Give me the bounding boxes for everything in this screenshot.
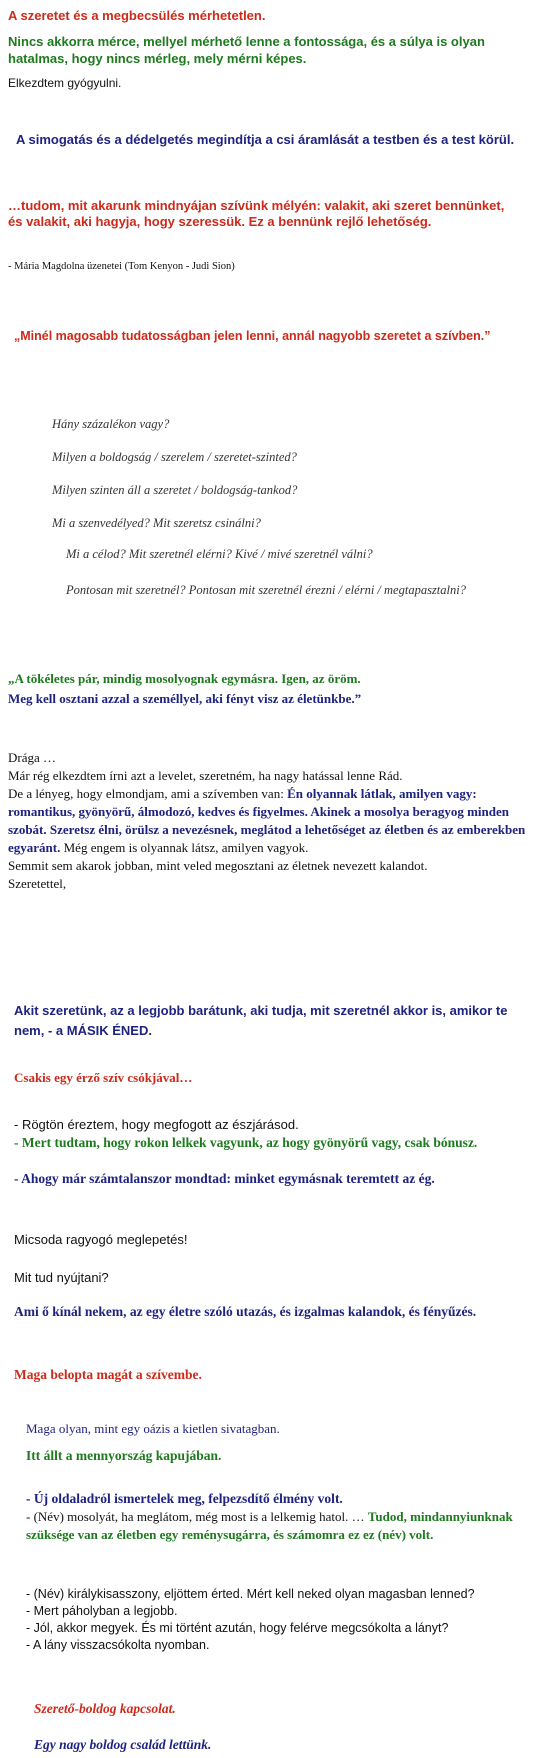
text-felt-immediately: - Rögtön éreztem, hogy megfogott az észjárásod. [14,1117,299,1132]
quote-caress-chi: A simogatás és a dédelgetés megindítja a csi áramlását a testben és a test körül. [16,132,515,147]
letter-closing: Szeretettel, [8,876,67,891]
letter-lead: De a lényeg, hogy elmondjam, ami a szívemben van: [8,786,288,801]
question-passion: Mi a szenvedélyed? Mit szeretsz csinálni? [52,516,261,530]
quote-made-for-each-other: - Ahogy már számtalanszor mondtad: minket egymásnak teremtett az ég. [14,1171,435,1186]
quote-stole-my-heart: Maga belopta magát a szívembe. [14,1367,202,1382]
quote-happy-family: Egy nagy boldog család lettünk. [34,1737,212,1752]
quote-loving-relationship: Szerető-boldog kapcsolat. [34,1701,176,1716]
quote-feeling-heart-kiss: Csakis egy érző szív csókjával… [14,1070,193,1085]
question-goal: Mi a célod? Mit szeretnél elérni? Kivé / mivé szeretnél válni? [66,547,373,561]
text-smile-touches [26,1508,516,1544]
text-began-healing: Elkezdtem gyógyulni. [8,76,122,90]
text-oasis: Maga olyan, mint egy oázis a kietlen sivatagban. [26,1421,280,1436]
letter-greeting: Drága … [8,750,57,765]
text-what-can-offer: Mit tud nyújtani? [14,1270,109,1285]
quote-lifelong-journey: Ami ő kínál nekem, az egy életre szóló utazás, és izgalmas kalandok, és fényűzés. [14,1304,477,1319]
question-percentage: Hány százalékon vagy? [52,417,170,431]
letter-body [8,785,528,857]
love-letter [8,749,528,893]
quote-other-self: Akit szeretünk, az a legjobb barátunk, aki tudja, mit szeretnél akkor is, amikor te nem, - a MÁSIK ÉNED. [14,1003,508,1038]
text-surprise: Micsoda ragyogó meglepetés! [14,1232,188,1247]
question-exactly-what: Pontosan mit szeretnél? Pontosan mit szeretnél érezni / elérni / megtapasztalni? [66,583,466,597]
letter-after: Még engem is olyannak látsz, amilyen vagyok. [60,840,309,855]
quote-source: - Mária Magdolna üzenetei (Tom Kenyon - Judi Sion) [8,261,235,272]
quote-no-measure: Nincs akkorra mérce, mellyel mérhető lenne a fontossága, és a súlya is olyan hatalmas, hogy nincs mérleg, mely mérni képes. [8,34,485,66]
quote-higher-consciousness: „Minél magosabb tudatosságban jelen lenni, annál nagyobb szeretet a szívben.” [14,329,491,343]
dialogue-line-3: - Jól, akkor megyek. És mi történt azután, hogy felérve megcsókolta a lányt? [26,1621,449,1635]
quote-new-side: - Új oldaladról ismertelek meg, felpezsdítő élmény volt. [26,1491,343,1506]
dialogue-princess [26,1586,516,1654]
letter-line-3: Semmit sem akarok jobban, mint veled megosztani az életnek nevezett kalandot. [8,858,428,873]
letter-line-1: Már rég elkezdtem írni azt a levelet, szeretném, ha nagy hatással lenne Rád. [8,768,403,783]
quote-share-light: Meg kell osztani azzal a személlyel, aki fényt visz az életünkbe.” [8,691,362,706]
dialogue-line-4: - A lány visszacsókolta nyomban. [26,1638,210,1652]
quote-ray-of-hope: Tudod, mindannyiunknak szüksége van az életben egy reménysugárra, és számomra ez ez (név) volt. [26,1509,513,1542]
dialogue-line-2: - Mert páholyban a legjobb. [26,1604,178,1618]
quote-mary-magdalene: …tudom, mit akarunk mindnyájan szívünk mélyén: valakit, aki szeret bennünket, és valakit, aki hagyja, hogy szeressük. Ez a bennünk rejlő lehetőség. [8,198,505,229]
question-happiness-level: Milyen a boldogság / szerelem / szeretet-szinted? [52,450,297,464]
letter-bold: Én olyannak látlak, amilyen vagy: romantikus, gyönyörű, álmodozó, kedves és figyelmes. Akinek a mosolya beragyog minden szobát. Szeretsz élni, örülsz a nevezésnek, meglátod a lehetőséget az életben és az emberekben egyaránt. [8,786,526,855]
heading-love-immeasurable: A szeretet és a megbecsülés mérhetetlen. [8,8,266,23]
quote-kindred-souls: - Mert tudtam, hogy rokon lelkek vagyunk, az hogy gyönyörű vagy, csak bónusz. [14,1135,478,1150]
question-love-tank: Milyen szinten áll a szeretet / boldogság-tankod? [52,483,298,497]
quote-perfect-couple: „A tökéletes pár, mindig mosolyognak egymásra. Igen, az öröm. [8,671,361,686]
dialogue-line-1: - (Név) királykisasszony, eljöttem érted. Mért kell neked olyan magasban lenned? [26,1587,475,1601]
text-smile-plain: - (Név) mosolyát, ha meglátom, még most is a lelkemig hatol. … [26,1509,368,1524]
quote-heaven-gate: Itt állt a mennyország kapujában. [26,1448,222,1463]
